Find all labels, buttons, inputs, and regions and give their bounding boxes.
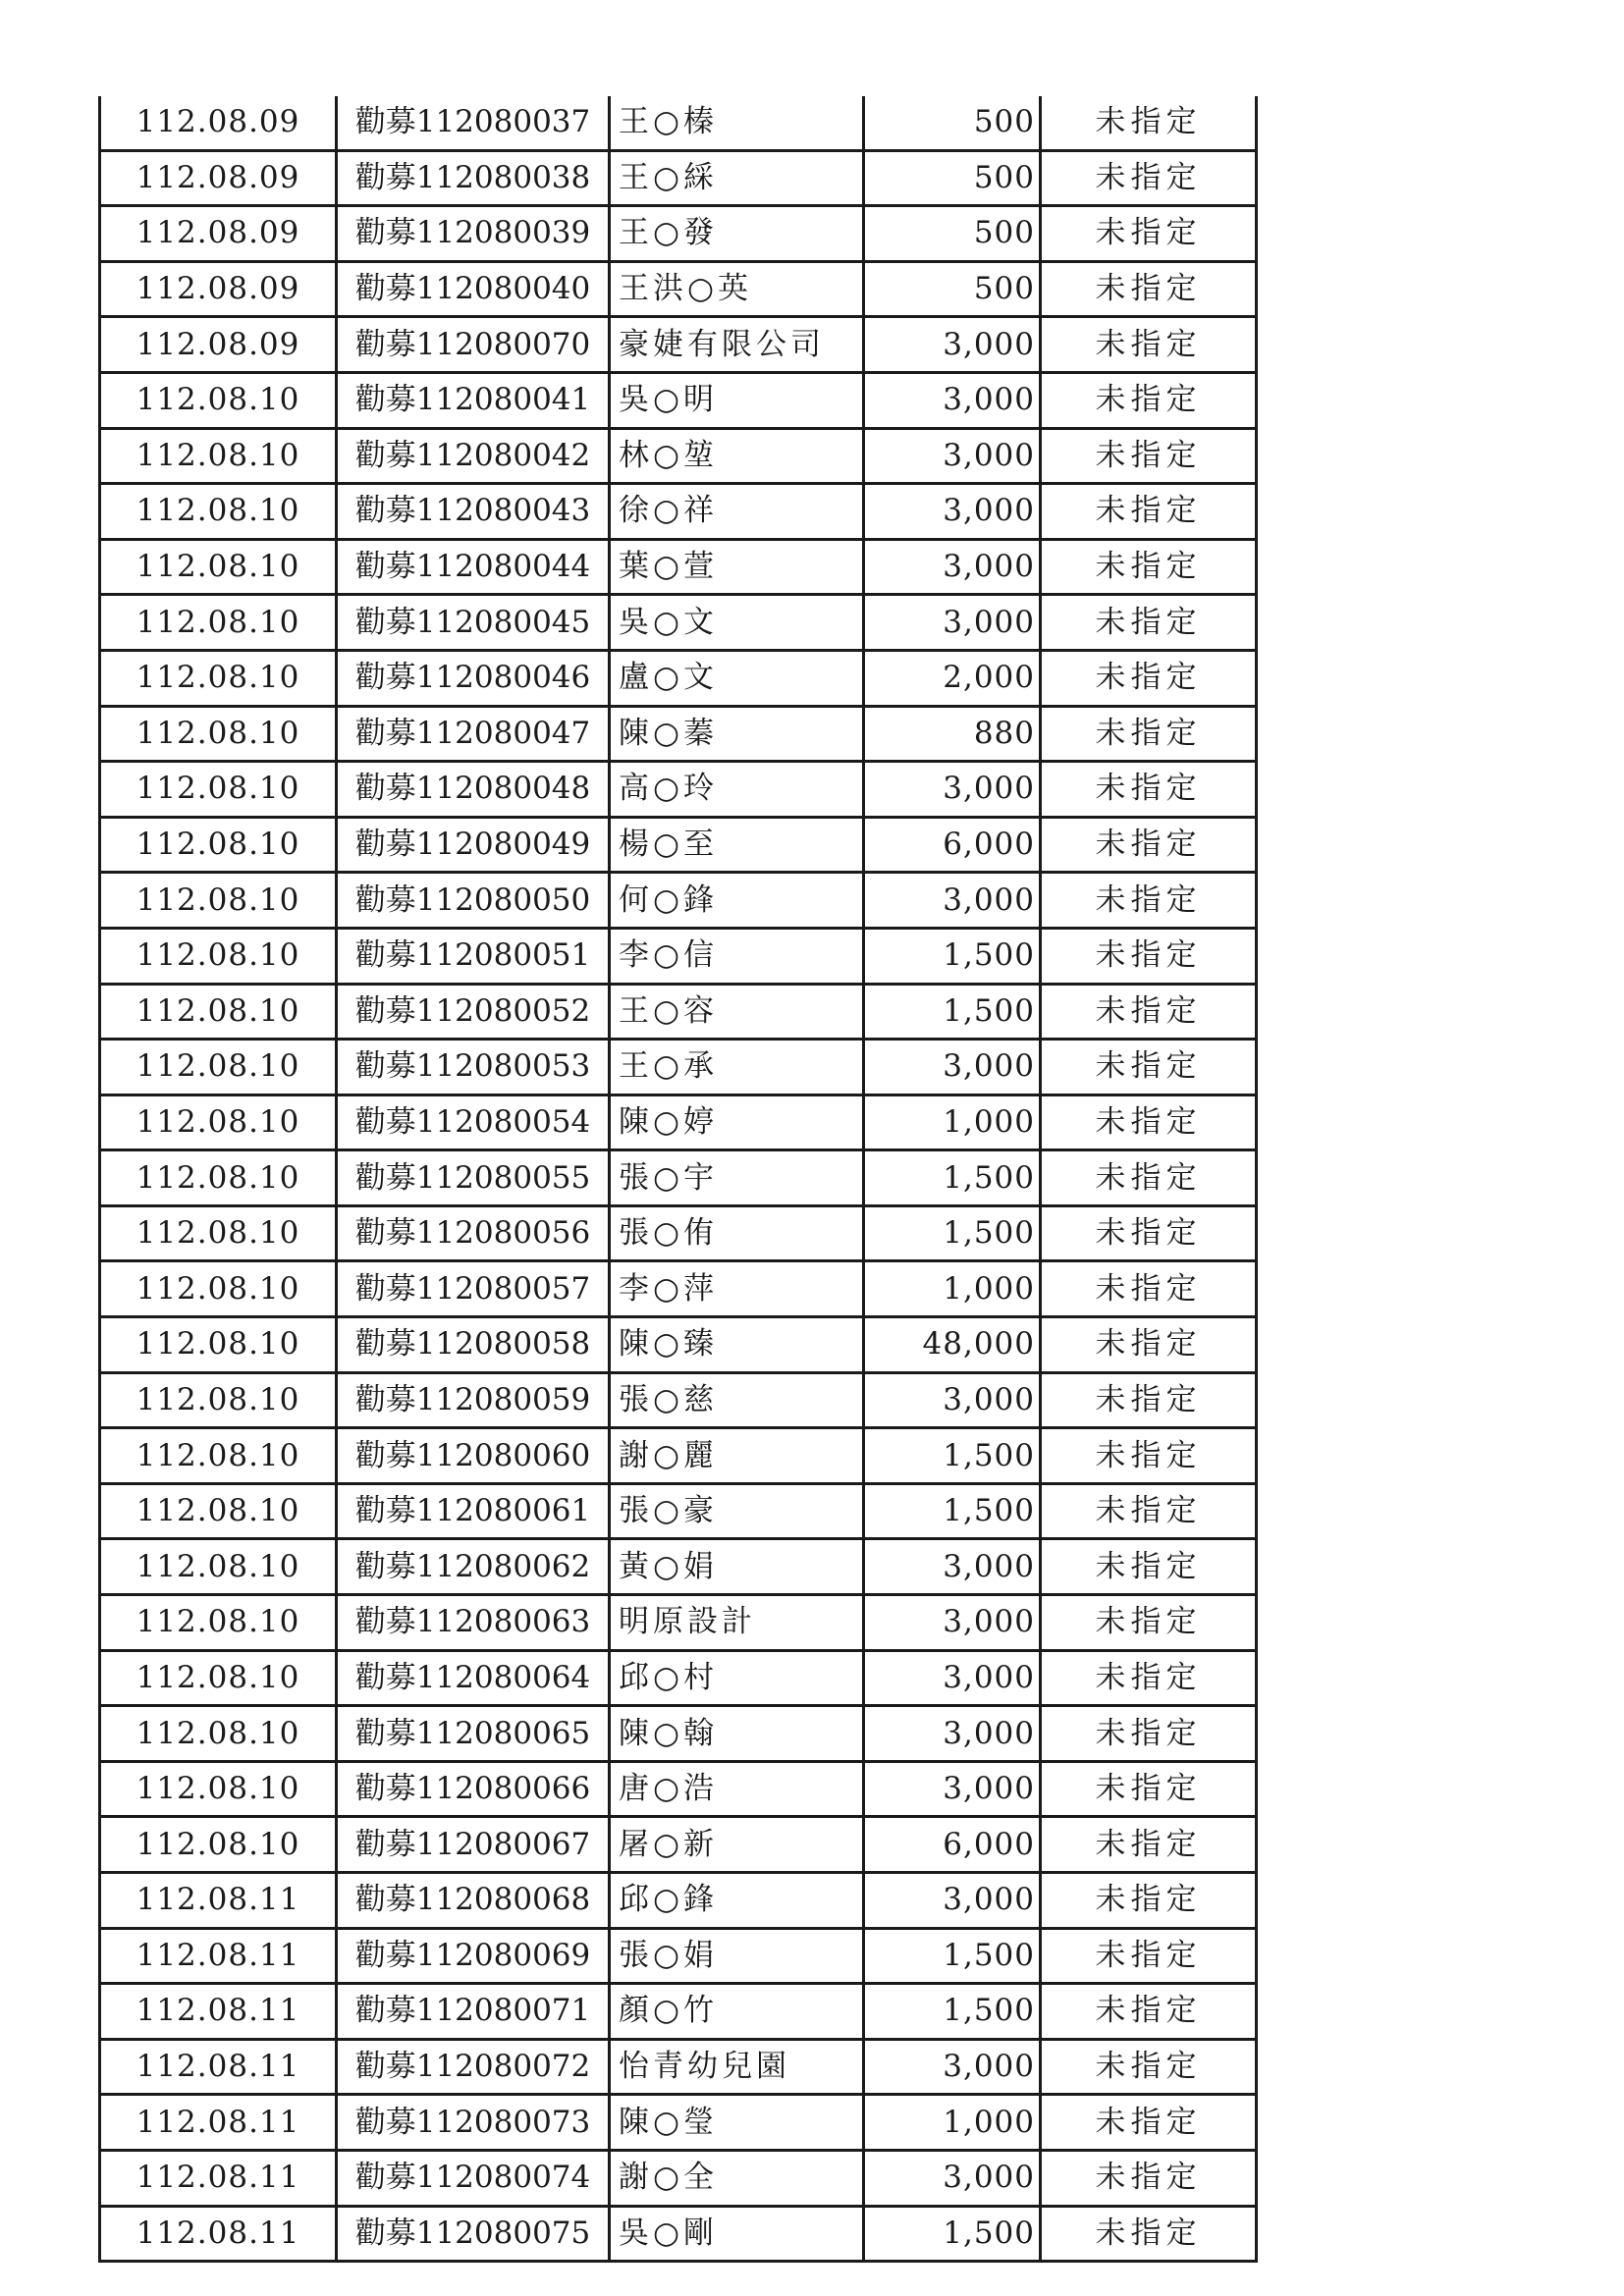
amount-cell: 3,000 <box>864 539 1041 595</box>
receipt-number-cell: 勸募112080044 <box>337 539 610 595</box>
date-cell: 112.08.11 <box>100 2095 337 2151</box>
table-row <box>100 595 1257 651</box>
table-row <box>100 1984 1257 2040</box>
date-cell: 112.08.11 <box>100 2206 337 2262</box>
amount-cell: 3,000 <box>864 1706 1041 1762</box>
table-row <box>100 984 1257 1040</box>
table-row <box>100 2206 1257 2262</box>
receipt-number-cell: 勸募112080064 <box>337 1650 610 1706</box>
amount-cell: 3,000 <box>864 1372 1041 1428</box>
table-row <box>100 261 1257 317</box>
donor-name-cell: 張○宇 <box>610 1150 864 1206</box>
table-row <box>100 428 1257 484</box>
date-cell: 112.08.10 <box>100 1095 337 1150</box>
date-cell: 112.08.10 <box>100 1539 337 1595</box>
table-row <box>100 1317 1257 1373</box>
donor-name-cell: 王○榛 <box>610 96 864 150</box>
date-cell: 112.08.11 <box>100 1873 337 1929</box>
donor-name-cell: 陳○翰 <box>610 1706 864 1762</box>
receipt-number-cell: 勸募112080072 <box>337 2039 610 2095</box>
receipt-number-cell: 勸募112080038 <box>337 150 610 206</box>
amount-cell: 3,000 <box>864 372 1041 428</box>
amount-cell: 3,000 <box>864 317 1041 373</box>
date-cell: 112.08.10 <box>100 1150 337 1206</box>
donor-name-cell: 張○慈 <box>610 1372 864 1428</box>
donor-name-cell: 王洪○英 <box>610 261 864 317</box>
table-row <box>100 539 1257 595</box>
receipt-number-cell: 勸募112080075 <box>337 2206 610 2262</box>
amount-cell: 1,500 <box>864 1428 1041 1484</box>
amount-cell: 3,000 <box>864 1040 1041 1095</box>
table-row <box>100 1372 1257 1428</box>
donor-name-cell: 陳○臻 <box>610 1317 864 1373</box>
receipt-number-cell: 勸募112080043 <box>337 484 610 540</box>
table-row <box>100 650 1257 706</box>
receipt-number-cell: 勸募112080041 <box>337 372 610 428</box>
amount-cell: 3,000 <box>864 2150 1041 2206</box>
date-cell: 112.08.10 <box>100 1317 337 1373</box>
donor-name-cell: 屠○新 <box>610 1817 864 1873</box>
donor-name-cell: 陳○蓁 <box>610 706 864 762</box>
amount-cell: 1,500 <box>864 1205 1041 1261</box>
table-row <box>100 1650 1257 1706</box>
donor-name-cell: 顏○竹 <box>610 1984 864 2040</box>
table-row <box>100 2039 1257 2095</box>
table-row <box>100 1817 1257 1873</box>
amount-cell: 3,000 <box>864 2039 1041 2095</box>
usage-cell: 未指定 <box>1041 2039 1257 2095</box>
donor-name-cell: 怡青幼兒園 <box>610 2039 864 2095</box>
usage-cell: 未指定 <box>1041 1317 1257 1373</box>
receipt-number-cell: 勸募112080067 <box>337 1817 610 1873</box>
usage-cell: 未指定 <box>1041 817 1257 873</box>
amount-cell: 500 <box>864 96 1041 150</box>
amount-cell: 500 <box>864 261 1041 317</box>
donor-name-cell: 張○娟 <box>610 1928 864 1984</box>
date-cell: 112.08.10 <box>100 595 337 651</box>
donor-name-cell: 唐○浩 <box>610 1761 864 1817</box>
usage-cell: 未指定 <box>1041 2150 1257 2206</box>
receipt-number-cell: 勸募112080055 <box>337 1150 610 1206</box>
table-row <box>100 96 1257 150</box>
table-row <box>100 1261 1257 1317</box>
receipt-number-cell: 勸募112080053 <box>337 1040 610 1095</box>
date-cell: 112.08.09 <box>100 206 337 262</box>
usage-cell: 未指定 <box>1041 539 1257 595</box>
table-row <box>100 2150 1257 2206</box>
amount-cell: 2,000 <box>864 650 1041 706</box>
usage-cell: 未指定 <box>1041 928 1257 984</box>
date-cell: 112.08.10 <box>100 817 337 873</box>
donor-name-cell: 王○綵 <box>610 150 864 206</box>
donor-name-cell: 何○鋒 <box>610 873 864 929</box>
usage-cell: 未指定 <box>1041 1984 1257 2040</box>
amount-cell: 1,500 <box>864 2206 1041 2262</box>
usage-cell: 未指定 <box>1041 1650 1257 1706</box>
date-cell: 112.08.10 <box>100 372 337 428</box>
amount-cell: 1,500 <box>864 1150 1041 1206</box>
donor-name-cell: 黃○娟 <box>610 1539 864 1595</box>
amount-cell: 3,000 <box>864 1595 1041 1651</box>
date-cell: 112.08.10 <box>100 1761 337 1817</box>
date-cell: 112.08.11 <box>100 2150 337 2206</box>
donor-name-cell: 徐○祥 <box>610 484 864 540</box>
usage-cell: 未指定 <box>1041 1817 1257 1873</box>
table-row <box>100 1428 1257 1484</box>
amount-cell: 880 <box>864 706 1041 762</box>
receipt-number-cell: 勸募112080037 <box>337 96 610 150</box>
receipt-number-cell: 勸募112080062 <box>337 1539 610 1595</box>
amount-cell: 1,000 <box>864 2095 1041 2151</box>
table-row <box>100 928 1257 984</box>
receipt-number-cell: 勸募112080048 <box>337 762 610 818</box>
receipt-number-cell: 勸募112080063 <box>337 1595 610 1651</box>
amount-cell: 1,500 <box>864 1928 1041 1984</box>
date-cell: 112.08.10 <box>100 928 337 984</box>
usage-cell: 未指定 <box>1041 261 1257 317</box>
usage-cell: 未指定 <box>1041 2095 1257 2151</box>
donor-name-cell: 張○豪 <box>610 1483 864 1539</box>
date-cell: 112.08.10 <box>100 1817 337 1873</box>
table-row <box>100 1539 1257 1595</box>
donation-ledger-table <box>98 96 1258 2263</box>
amount-cell: 3,000 <box>864 762 1041 818</box>
donor-name-cell: 王○容 <box>610 984 864 1040</box>
amount-cell: 3,000 <box>864 428 1041 484</box>
amount-cell: 1,500 <box>864 1984 1041 2040</box>
date-cell: 112.08.10 <box>100 762 337 818</box>
date-cell: 112.08.10 <box>100 1595 337 1651</box>
table-row <box>100 1483 1257 1539</box>
amount-cell: 1,500 <box>864 1483 1041 1539</box>
donor-name-cell: 李○信 <box>610 928 864 984</box>
usage-cell: 未指定 <box>1041 1928 1257 1984</box>
date-cell: 112.08.10 <box>100 706 337 762</box>
receipt-number-cell: 勸募112080071 <box>337 1984 610 2040</box>
usage-cell: 未指定 <box>1041 484 1257 540</box>
receipt-number-cell: 勸募112080074 <box>337 2150 610 2206</box>
date-cell: 112.08.10 <box>100 1040 337 1095</box>
amount-cell: 1,000 <box>864 1095 1041 1150</box>
date-cell: 112.08.10 <box>100 428 337 484</box>
date-cell: 112.08.10 <box>100 1372 337 1428</box>
date-cell: 112.08.10 <box>100 873 337 929</box>
amount-cell: 500 <box>864 150 1041 206</box>
date-cell: 112.08.10 <box>100 650 337 706</box>
usage-cell: 未指定 <box>1041 206 1257 262</box>
receipt-number-cell: 勸募112080046 <box>337 650 610 706</box>
usage-cell: 未指定 <box>1041 595 1257 651</box>
usage-cell: 未指定 <box>1041 1261 1257 1317</box>
amount-cell: 3,000 <box>864 1761 1041 1817</box>
usage-cell: 未指定 <box>1041 1539 1257 1595</box>
usage-cell: 未指定 <box>1041 650 1257 706</box>
receipt-number-cell: 勸募112080069 <box>337 1928 610 1984</box>
receipt-number-cell: 勸募112080057 <box>337 1261 610 1317</box>
usage-cell: 未指定 <box>1041 96 1257 150</box>
date-cell: 112.08.10 <box>100 484 337 540</box>
donor-name-cell: 楊○至 <box>610 817 864 873</box>
amount-cell: 500 <box>864 206 1041 262</box>
donor-name-cell: 豪婕有限公司 <box>610 317 864 373</box>
receipt-number-cell: 勸募112080056 <box>337 1205 610 1261</box>
amount-cell: 1,500 <box>864 928 1041 984</box>
usage-cell: 未指定 <box>1041 1095 1257 1150</box>
donor-name-cell: 明原設計 <box>610 1595 864 1651</box>
receipt-number-cell: 勸募112080050 <box>337 873 610 929</box>
donor-name-cell: 盧○文 <box>610 650 864 706</box>
donor-name-cell: 高○玲 <box>610 762 864 818</box>
usage-cell: 未指定 <box>1041 762 1257 818</box>
table-row <box>100 2095 1257 2151</box>
table-row <box>100 1095 1257 1150</box>
donor-name-cell: 邱○村 <box>610 1650 864 1706</box>
receipt-number-cell: 勸募112080066 <box>337 1761 610 1817</box>
usage-cell: 未指定 <box>1041 150 1257 206</box>
table-row <box>100 1595 1257 1651</box>
usage-cell: 未指定 <box>1041 1428 1257 1484</box>
donor-name-cell: 葉○萱 <box>610 539 864 595</box>
date-cell: 112.08.09 <box>100 261 337 317</box>
amount-cell: 6,000 <box>864 817 1041 873</box>
donor-name-cell: 陳○瑩 <box>610 2095 864 2151</box>
receipt-number-cell: 勸募112080068 <box>337 1873 610 1929</box>
date-cell: 112.08.10 <box>100 1650 337 1706</box>
donor-name-cell: 陳○婷 <box>610 1095 864 1150</box>
date-cell: 112.08.09 <box>100 96 337 150</box>
usage-cell: 未指定 <box>1041 428 1257 484</box>
usage-cell: 未指定 <box>1041 1372 1257 1428</box>
receipt-number-cell: 勸募112080061 <box>337 1483 610 1539</box>
amount-cell: 3,000 <box>864 1873 1041 1929</box>
table-row <box>100 1150 1257 1206</box>
usage-cell: 未指定 <box>1041 317 1257 373</box>
receipt-number-cell: 勸募112080059 <box>337 1372 610 1428</box>
amount-cell: 3,000 <box>864 1539 1041 1595</box>
usage-cell: 未指定 <box>1041 1205 1257 1261</box>
receipt-number-cell: 勸募112080042 <box>337 428 610 484</box>
table-row <box>100 372 1257 428</box>
table-row <box>100 317 1257 373</box>
receipt-number-cell: 勸募112080065 <box>337 1706 610 1762</box>
table-row <box>100 873 1257 929</box>
table-row <box>100 1928 1257 1984</box>
usage-cell: 未指定 <box>1041 1595 1257 1651</box>
donor-name-cell: 謝○麗 <box>610 1428 864 1484</box>
usage-cell: 未指定 <box>1041 706 1257 762</box>
table-row <box>100 150 1257 206</box>
usage-cell: 未指定 <box>1041 2206 1257 2262</box>
usage-cell: 未指定 <box>1041 1761 1257 1817</box>
table-row <box>100 1040 1257 1095</box>
usage-cell: 未指定 <box>1041 372 1257 428</box>
date-cell: 112.08.09 <box>100 150 337 206</box>
amount-cell: 3,000 <box>864 873 1041 929</box>
table-row <box>100 1706 1257 1762</box>
amount-cell: 3,000 <box>864 595 1041 651</box>
receipt-number-cell: 勸募112080045 <box>337 595 610 651</box>
donor-name-cell: 吳○剛 <box>610 2206 864 2262</box>
usage-cell: 未指定 <box>1041 1873 1257 1929</box>
table-row <box>100 1761 1257 1817</box>
date-cell: 112.08.11 <box>100 1928 337 1984</box>
receipt-number-cell: 勸募112080047 <box>337 706 610 762</box>
usage-cell: 未指定 <box>1041 1040 1257 1095</box>
receipt-number-cell: 勸募112080040 <box>337 261 610 317</box>
usage-cell: 未指定 <box>1041 873 1257 929</box>
usage-cell: 未指定 <box>1041 1706 1257 1762</box>
receipt-number-cell: 勸募112080058 <box>337 1317 610 1373</box>
usage-cell: 未指定 <box>1041 984 1257 1040</box>
donor-name-cell: 王○承 <box>610 1040 864 1095</box>
receipt-number-cell: 勸募112080052 <box>337 984 610 1040</box>
donor-name-cell: 吳○明 <box>610 372 864 428</box>
amount-cell: 1,500 <box>864 984 1041 1040</box>
receipt-number-cell: 勸募112080060 <box>337 1428 610 1484</box>
date-cell: 112.08.10 <box>100 1483 337 1539</box>
amount-cell: 6,000 <box>864 1817 1041 1873</box>
table-row <box>100 817 1257 873</box>
receipt-number-cell: 勸募112080049 <box>337 817 610 873</box>
donor-name-cell: 邱○鋒 <box>610 1873 864 1929</box>
table-row <box>100 484 1257 540</box>
date-cell: 112.08.10 <box>100 984 337 1040</box>
date-cell: 112.08.10 <box>100 1706 337 1762</box>
date-cell: 112.08.11 <box>100 2039 337 2095</box>
table-row <box>100 1873 1257 1929</box>
donor-name-cell: 李○萍 <box>610 1261 864 1317</box>
donor-name-cell: 張○侑 <box>610 1205 864 1261</box>
amount-cell: 1,000 <box>864 1261 1041 1317</box>
ledger-body <box>100 96 1257 2262</box>
table-row <box>100 762 1257 818</box>
date-cell: 112.08.10 <box>100 1428 337 1484</box>
usage-cell: 未指定 <box>1041 1150 1257 1206</box>
table-row <box>100 1205 1257 1261</box>
receipt-number-cell: 勸募112080070 <box>337 317 610 373</box>
date-cell: 112.08.10 <box>100 1261 337 1317</box>
table-row <box>100 706 1257 762</box>
donor-name-cell: 王○發 <box>610 206 864 262</box>
usage-cell: 未指定 <box>1041 1483 1257 1539</box>
donor-name-cell: 謝○全 <box>610 2150 864 2206</box>
receipt-number-cell: 勸募112080073 <box>337 2095 610 2151</box>
date-cell: 112.08.10 <box>100 1205 337 1261</box>
receipt-number-cell: 勸募112080051 <box>337 928 610 984</box>
amount-cell: 3,000 <box>864 484 1041 540</box>
date-cell: 112.08.11 <box>100 1984 337 2040</box>
amount-cell: 3,000 <box>864 1650 1041 1706</box>
date-cell: 112.08.09 <box>100 317 337 373</box>
donor-name-cell: 林○堃 <box>610 428 864 484</box>
receipt-number-cell: 勸募112080039 <box>337 206 610 262</box>
date-cell: 112.08.10 <box>100 539 337 595</box>
amount-cell: 48,000 <box>864 1317 1041 1373</box>
receipt-number-cell: 勸募112080054 <box>337 1095 610 1150</box>
donor-name-cell: 吳○文 <box>610 595 864 651</box>
table-row <box>100 206 1257 262</box>
